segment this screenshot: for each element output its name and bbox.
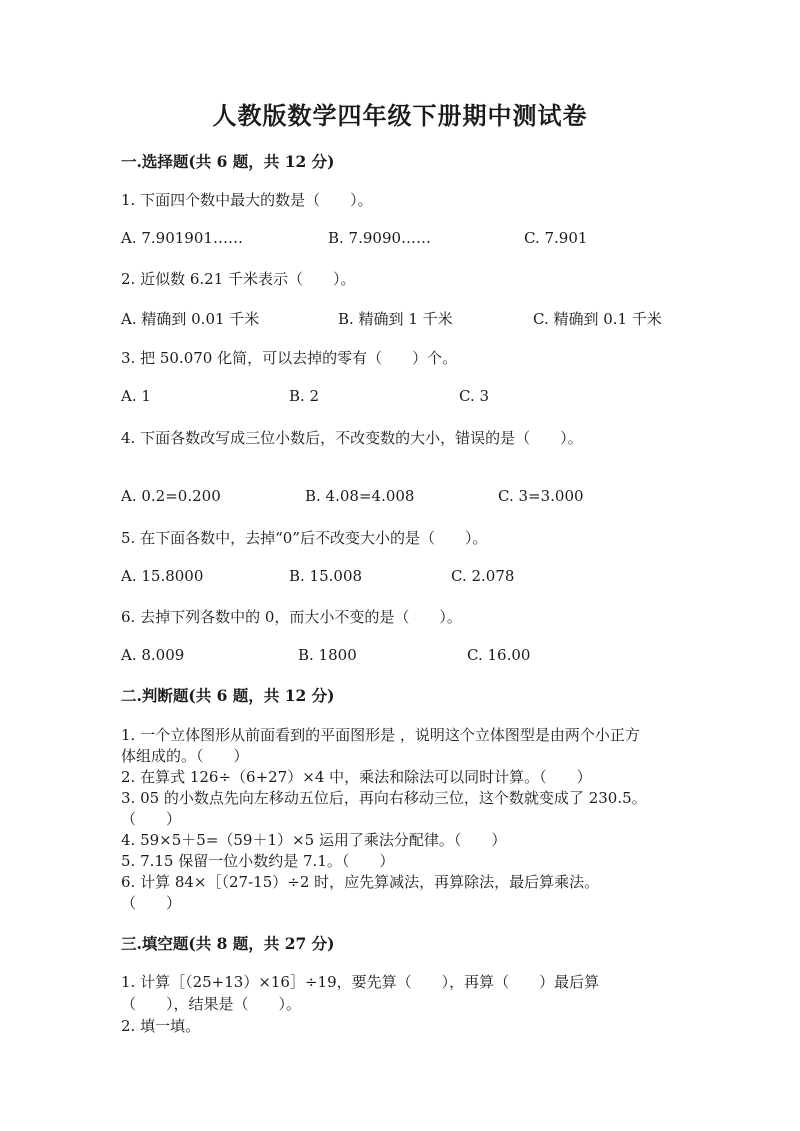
q4-option-b: B. 4.08=4.008 bbox=[305, 487, 415, 505]
q3-option-b: B. 2 bbox=[289, 387, 320, 405]
judgment-line: （ ） bbox=[121, 894, 182, 912]
question-5: 5. 在下面各数中，去掉“0”后不改变大小的是（ ）。 bbox=[121, 529, 488, 547]
q5-option-b: B. 15.008 bbox=[289, 567, 363, 585]
section-heading-fill: 三.填空题(共 8 题，共 27 分) bbox=[121, 934, 335, 953]
question-6: 6. 去掉下列各数中的 0，而大小不变的是（ ）。 bbox=[121, 608, 462, 626]
judgment-line: 3. 05 的小数点先向左移动五位后，再向右移动三位，这个数就变成了 230.5。 bbox=[121, 789, 647, 807]
q1-option-b: B. 7.9090…… bbox=[328, 229, 432, 247]
section-heading-choice: 一.选择题(共 6 题，共 12 分) bbox=[121, 152, 335, 171]
fill-line: 1. 计算［（25+13）×16］÷19，要先算（ ），再算（ ）最后算 bbox=[121, 973, 600, 991]
judgment-line: 4. 59×5＋5=（59＋1）×5 运用了乘法分配律。（ ） bbox=[121, 831, 507, 849]
q2-option-c: C. 精确到 0.1 千米 bbox=[533, 310, 662, 328]
section-heading-judgment: 二.判断题(共 6 题，共 12 分) bbox=[121, 686, 335, 705]
q1-option-a: A. 7.901901…… bbox=[121, 229, 243, 247]
judgment-line: 1. 一个立体图形从前面看到的平面图形是 ，说明这个立体图型是由两个小正方 bbox=[121, 726, 640, 744]
q4-option-a: A. 0.2=0.200 bbox=[121, 487, 221, 505]
question-4: 4. 下面各数改写成三位小数后，不改变数的大小，错误的是（ ）。 bbox=[121, 429, 583, 447]
fill-line: （ ），结果是（ ）。 bbox=[121, 995, 302, 1013]
q6-option-b: B. 1800 bbox=[298, 646, 357, 664]
fill-line: 2. 填一填。 bbox=[121, 1017, 201, 1035]
judgment-line: （ ） bbox=[121, 810, 182, 828]
q6-option-c: C. 16.00 bbox=[467, 646, 531, 664]
question-1: 1. 下面四个数中最大的数是（ ）。 bbox=[121, 191, 373, 209]
judgment-line: 6. 计算 84×［（27-15）÷2 时，应先算减法，再算除法，最后算乘法。 bbox=[121, 873, 600, 891]
q6-option-a: A. 8.009 bbox=[121, 646, 185, 664]
q1-option-c: C. 7.901 bbox=[524, 229, 588, 247]
question-3: 3. 把 50.070 化简，可以去掉的零有（ ）个。 bbox=[121, 349, 458, 367]
judgment-line: 5. 7.15 保留一位小数约是 7.1。（ ） bbox=[121, 852, 395, 870]
q3-option-c: C. 3 bbox=[459, 387, 490, 405]
q4-option-c: C. 3=3.000 bbox=[498, 487, 584, 505]
q2-option-b: B. 精确到 1 千米 bbox=[338, 310, 453, 328]
q3-option-a: A. 1 bbox=[121, 387, 151, 405]
page-title: 人教版数学四年级下册期中测试卷 bbox=[212, 101, 588, 130]
question-2: 2. 近似数 6.21 千米表示（ ）。 bbox=[121, 270, 356, 288]
judgment-line: 体组成的。（ ） bbox=[121, 747, 249, 765]
q5-option-a: A. 15.8000 bbox=[121, 567, 204, 585]
judgment-line: 2. 在算式 126÷（6+27）×4 中，乘法和除法可以同时计算。（ ） bbox=[121, 768, 592, 786]
q2-option-a: A. 精确到 0.01 千米 bbox=[121, 310, 260, 328]
q5-option-c: C. 2.078 bbox=[451, 567, 515, 585]
